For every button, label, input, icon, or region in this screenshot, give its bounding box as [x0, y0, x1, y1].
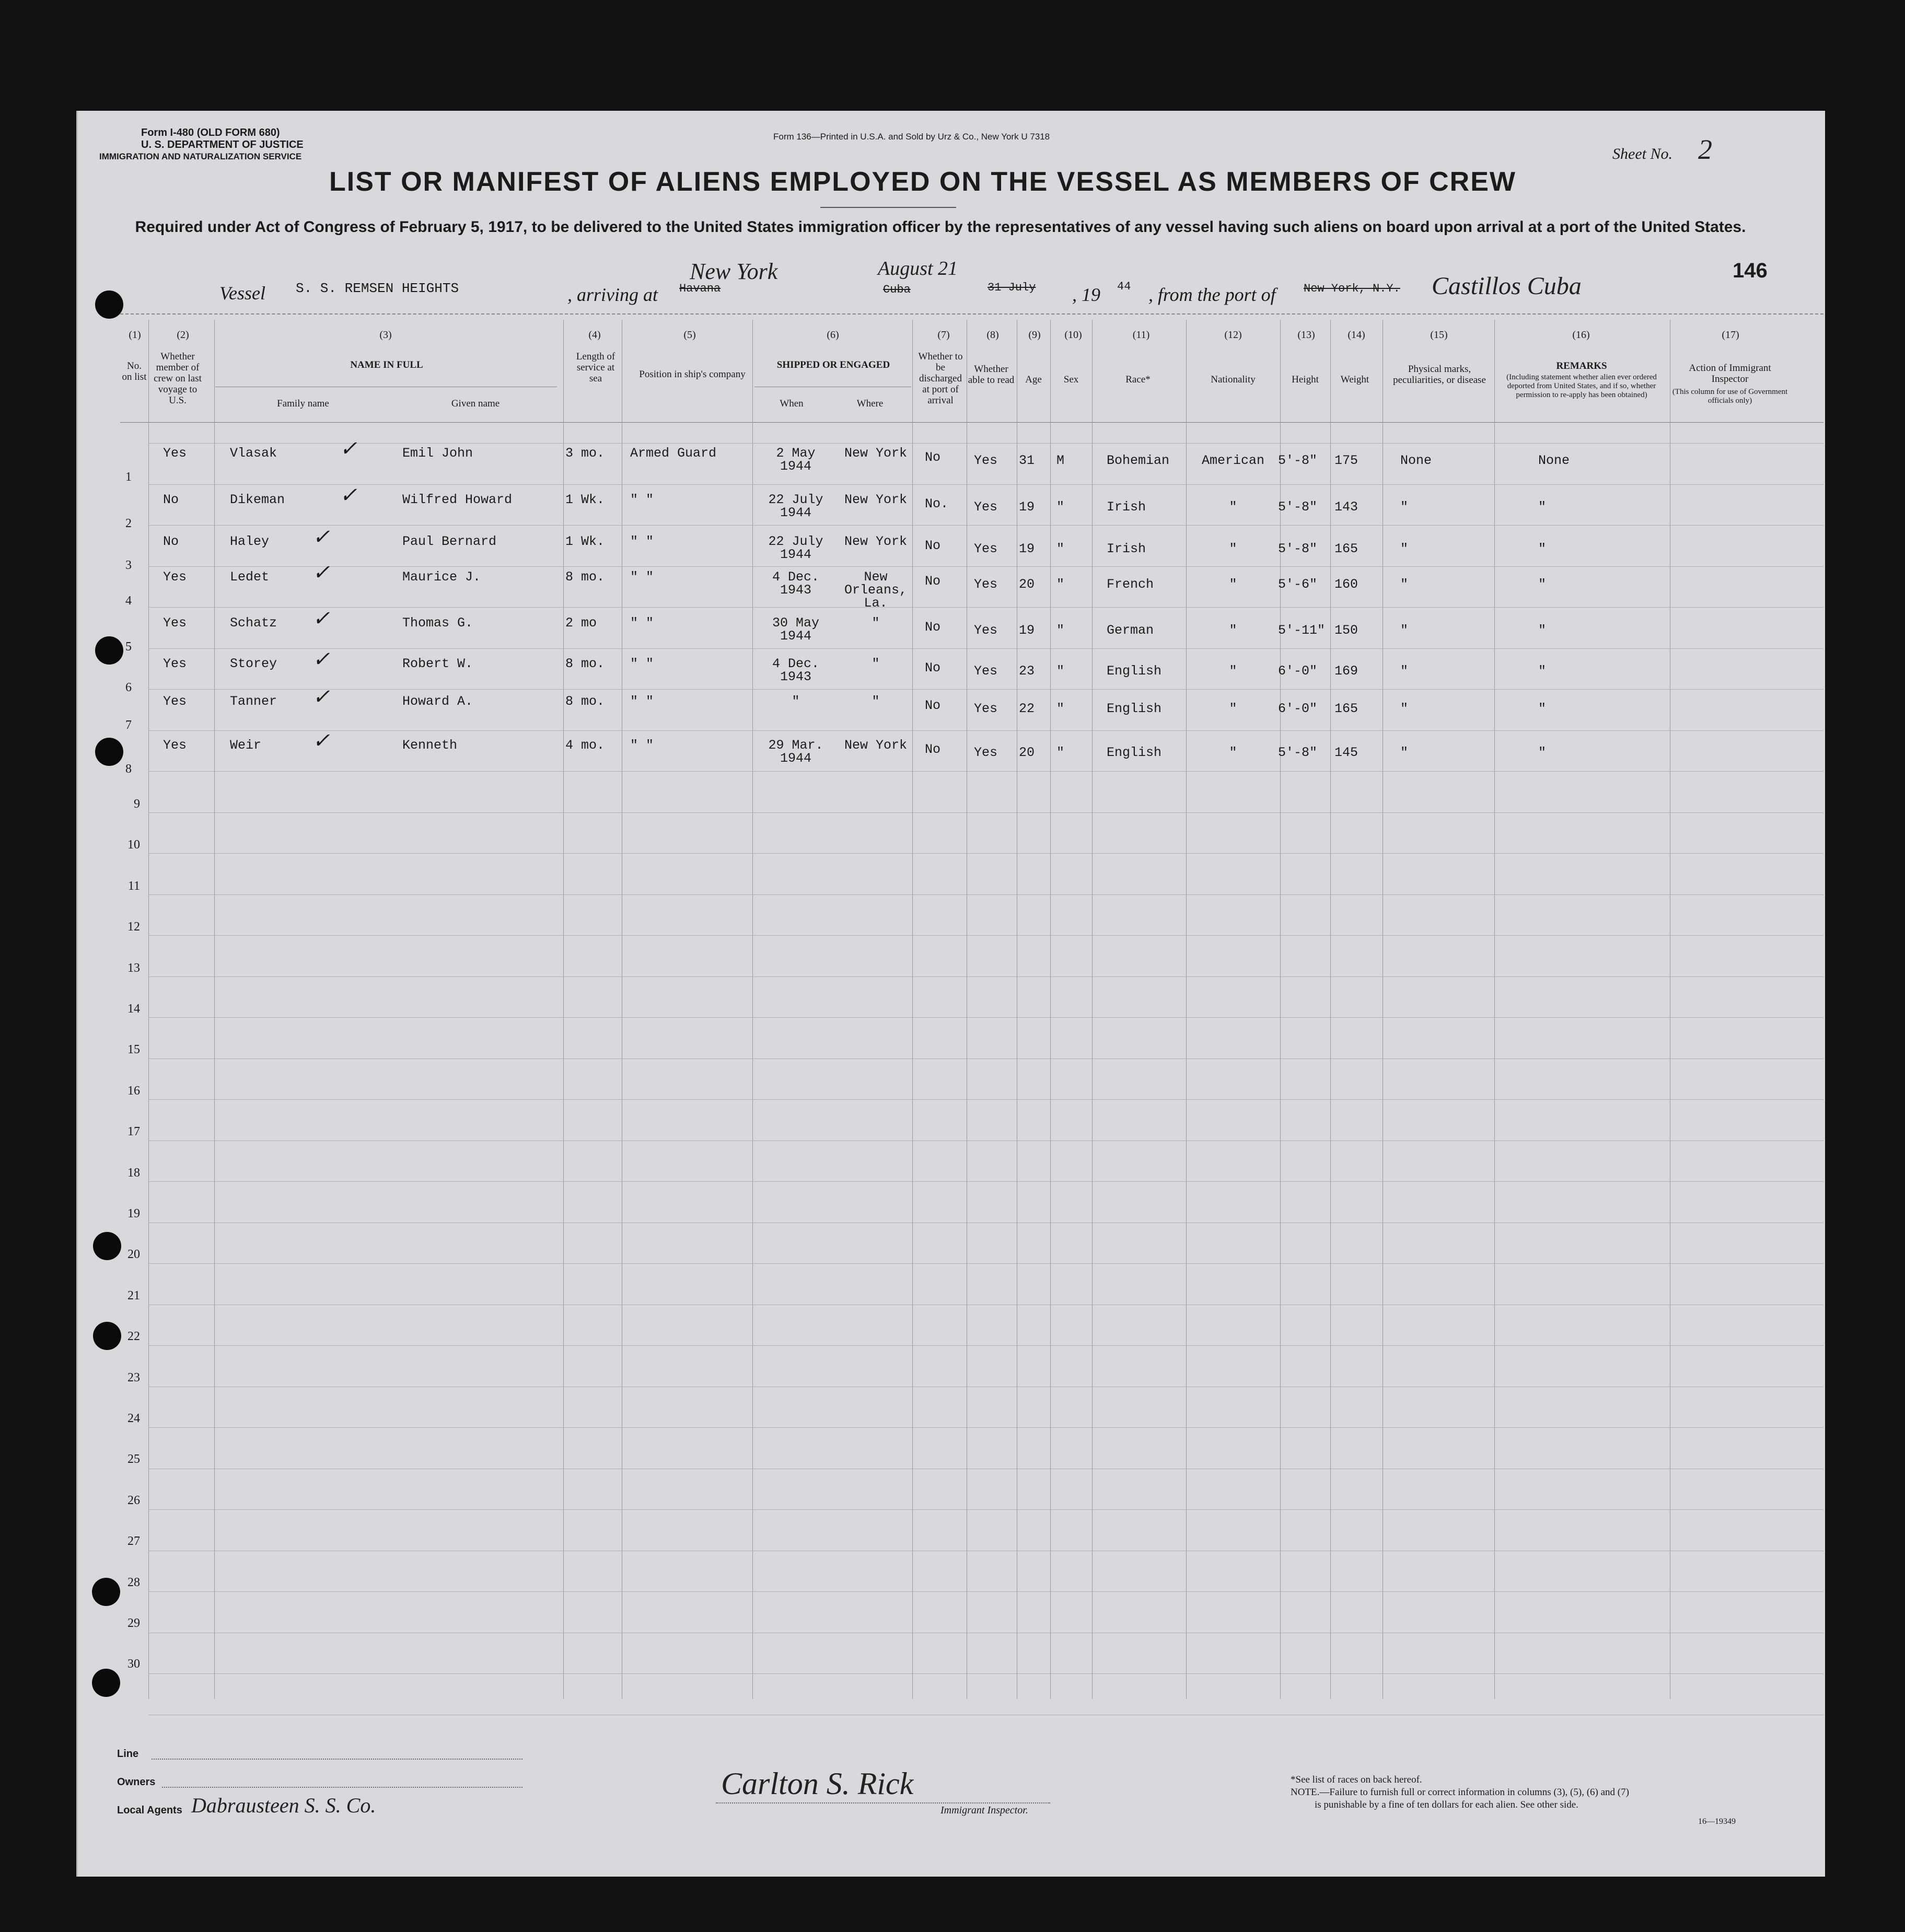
discharge-cell: No	[925, 620, 941, 635]
column-number: (9)	[1028, 329, 1041, 341]
given-name-cell: Emil John	[402, 446, 473, 461]
shipped-when-cell: 29 Mar. 1944	[768, 738, 823, 766]
title-rule	[820, 207, 956, 208]
height-cell: 6'-0"	[1278, 701, 1318, 716]
age-cell: 20	[1019, 745, 1035, 760]
position-cell: " "	[630, 615, 654, 631]
height-cell: 5'-8"	[1278, 745, 1318, 760]
col-remarks: REMARKS	[1556, 360, 1607, 371]
col-name-in-full: NAME IN FULL	[350, 359, 423, 370]
shipped-where-cell: "	[872, 615, 880, 631]
col-weight: Weight	[1340, 374, 1369, 385]
service: IMMIGRATION AND NATURALIZATION SERVICE	[99, 152, 302, 161]
race-cell: Irish	[1107, 541, 1146, 556]
column-number: (3)	[379, 329, 392, 341]
family-name-cell: Haley	[230, 534, 270, 549]
note-races: *See list of races on back hereof.	[1291, 1774, 1422, 1785]
row-number: 16	[127, 1084, 140, 1098]
from-label: , from the port of	[1148, 284, 1276, 305]
grid-column-line	[912, 320, 913, 1699]
page-title: LIST OR MANIFEST OF ALIENS EMPLOYED ON THE VESSEL AS MEMBERS OF CREW	[329, 167, 1516, 197]
service-cell: 4 mo.	[565, 738, 605, 753]
age-cell: 19	[1019, 623, 1035, 638]
checkmark-icon: ✓	[312, 525, 330, 549]
row-number: 8	[125, 762, 132, 776]
family-name-cell: Dikeman	[230, 492, 285, 507]
given-name-cell: Thomas G.	[402, 615, 473, 631]
form-code: 16—19349	[1698, 1817, 1736, 1826]
grid-row-line	[148, 771, 1823, 772]
nationality-cell: "	[1229, 745, 1237, 760]
family-name-cell: Storey	[230, 656, 277, 671]
shipped-when-cell: 4 Dec. 1943	[772, 569, 819, 598]
position-cell: " "	[630, 694, 654, 709]
col-remarks-detail: (Including statement whether alien ever ordered deported from United States, and if so, whether permission to re-apply has been obtained)	[1506, 373, 1657, 399]
grid-column-line	[1280, 320, 1281, 1699]
col-no-on-list: No. on list	[122, 360, 147, 382]
prev-voyage-cell: Yes	[163, 656, 187, 671]
weight-cell: 143	[1334, 499, 1358, 515]
column-number: (14)	[1348, 329, 1365, 341]
punch-hole	[92, 1669, 120, 1697]
col-nationality: Nationality	[1211, 374, 1256, 385]
column-number: (17)	[1722, 329, 1739, 341]
grid-column-line	[1186, 320, 1187, 1699]
discharge-cell: No	[925, 660, 941, 676]
column-number: (7)	[937, 329, 950, 341]
physical-marks-cell: "	[1400, 745, 1409, 760]
grid-column-line	[752, 320, 753, 1699]
grid-row-line	[148, 1181, 1823, 1182]
age-cell: 19	[1019, 499, 1035, 515]
race-cell: French	[1107, 577, 1154, 592]
remarks-cell: "	[1538, 541, 1547, 556]
punch-hole	[95, 738, 123, 766]
position-cell: " "	[630, 492, 654, 507]
row-number: 15	[127, 1043, 140, 1056]
weight-cell: 165	[1334, 541, 1358, 556]
age-cell: 20	[1019, 577, 1035, 592]
race-cell: English	[1107, 664, 1162, 679]
row-number: 28	[127, 1576, 140, 1589]
checkmark-icon: ✓	[312, 729, 330, 752]
row-number: 3	[125, 558, 132, 572]
sex-cell: "	[1056, 623, 1065, 638]
col-when: When	[780, 398, 804, 409]
given-name-cell: Robert W.	[402, 656, 473, 671]
grid-row-line	[148, 525, 1823, 526]
row-number: 14	[127, 1002, 140, 1016]
shipped-where-cell: New York	[844, 492, 908, 507]
grid-row-line	[148, 443, 1823, 444]
given-name-cell: Howard A.	[402, 694, 473, 709]
col-where: Where	[856, 398, 884, 409]
col-height: Height	[1292, 374, 1319, 385]
row-number: 13	[127, 961, 140, 975]
row-number: 25	[127, 1452, 140, 1466]
given-name-cell: Paul Bernard	[402, 534, 497, 549]
row-number: 27	[127, 1534, 140, 1548]
prev-voyage-cell: Yes	[163, 694, 187, 709]
row-number: 19	[127, 1207, 140, 1220]
punch-hole	[95, 636, 123, 665]
column-number: (6)	[827, 329, 839, 341]
date-struck-1: Cuba	[883, 283, 911, 296]
remarks-cell: None	[1538, 453, 1570, 468]
row-number: 10	[127, 838, 140, 852]
punch-hole	[95, 290, 123, 319]
row-number: 5	[125, 640, 132, 654]
owners-field	[162, 1787, 522, 1788]
col-action-inspector: Action of Immigrant Inspector	[1689, 363, 1771, 385]
row-number: 20	[127, 1248, 140, 1261]
grid-row-line	[148, 853, 1823, 854]
shipped-when-cell: 22 July 1944	[768, 492, 823, 520]
grid-row-line	[148, 1263, 1823, 1264]
from-handwritten: Castillos Cuba	[1432, 272, 1582, 300]
row-number: 18	[127, 1166, 140, 1180]
local-agents-label: Local Agents	[117, 1805, 182, 1816]
given-name-cell: Kenneth	[402, 738, 458, 753]
grid-row-line	[148, 1099, 1823, 1100]
able-to-read-cell: Yes	[974, 453, 998, 468]
vessel-label: Vessel	[219, 283, 265, 304]
sheet-number: 2	[1698, 134, 1712, 165]
grid-column-line	[563, 320, 564, 1699]
sex-cell: M	[1056, 453, 1065, 468]
remarks-cell: "	[1538, 745, 1547, 760]
discharge-cell: No	[925, 698, 941, 713]
race-cell: English	[1107, 701, 1162, 716]
subtitle: Required under Act of Congress of February 5, 1917, to be delivered to the United States immigration officer by the representatives of any vessel having such aliens on board upon arrival at a port of the United States.	[135, 218, 1746, 236]
row-number: 30	[127, 1657, 140, 1671]
department: U. S. DEPARTMENT OF JUSTICE	[141, 139, 304, 150]
service-cell: 8 mo.	[565, 656, 605, 671]
grid-row-line	[148, 607, 1823, 608]
shipped-when-cell: "	[792, 694, 800, 709]
column-number: (2)	[177, 329, 189, 341]
row-number: 4	[125, 594, 132, 608]
grid-row-line	[148, 1509, 1823, 1510]
checkmark-icon: ✓	[340, 437, 357, 460]
remarks-cell: "	[1538, 623, 1547, 638]
able-to-read-cell: Yes	[974, 499, 998, 515]
service-cell: 8 mo.	[565, 694, 605, 709]
arriving-handwritten: New York	[690, 259, 778, 284]
form-id: Form I-480 (OLD FORM 680)	[141, 127, 280, 138]
col-family-name: Family name	[277, 398, 329, 409]
height-cell: 5'-6"	[1278, 577, 1318, 592]
weight-cell: 150	[1334, 623, 1358, 638]
year-prefix: , 19	[1072, 284, 1100, 305]
shipped-when-cell: 2 May 1944	[776, 446, 816, 474]
physical-marks-cell: "	[1400, 623, 1409, 638]
height-cell: 5'-11"	[1278, 623, 1326, 638]
row-number: 12	[127, 920, 140, 934]
row-number: 6	[125, 681, 132, 694]
grid-row-line	[148, 566, 1823, 567]
row-number: 1	[125, 470, 132, 484]
row-number: 26	[127, 1494, 140, 1507]
checkmark-icon: ✓	[312, 607, 330, 630]
row-number: 9	[134, 797, 140, 811]
shipped-where-cell: New York	[844, 534, 908, 549]
vessel-name: S. S. REMSEN HEIGHTS	[296, 281, 459, 296]
nationality-cell: "	[1229, 701, 1237, 716]
column-number: (13)	[1297, 329, 1315, 341]
owners-label: Owners	[117, 1776, 156, 1788]
header-bottom-rule	[120, 422, 1823, 423]
sex-cell: "	[1056, 664, 1065, 679]
col-length-service: Length of service at sea	[576, 351, 615, 384]
grid-column-line	[1050, 320, 1051, 1699]
sheet-label: Sheet No.	[1612, 145, 1672, 162]
able-to-read-cell: Yes	[974, 745, 998, 760]
age-cell: 19	[1019, 541, 1035, 556]
age-cell: 23	[1019, 664, 1035, 679]
grid-row-line	[148, 1673, 1823, 1674]
nationality-cell: "	[1229, 664, 1237, 679]
physical-marks-cell: None	[1400, 453, 1432, 468]
physical-marks-cell: "	[1400, 541, 1409, 556]
prev-voyage-cell: No	[163, 534, 179, 549]
col-given-name: Given name	[451, 398, 500, 409]
checkmark-icon: ✓	[312, 561, 330, 584]
weight-cell: 165	[1334, 701, 1358, 716]
grid-column-line	[1494, 320, 1495, 1699]
sex-cell: "	[1056, 499, 1065, 515]
shipped-where-cell: New Orleans, La.	[844, 569, 908, 611]
col-able-to-read: Whether able to read	[968, 364, 1015, 386]
nationality-cell: "	[1229, 499, 1237, 515]
signature-line	[716, 1802, 1050, 1803]
grid-column-line	[1092, 320, 1093, 1699]
grid-row-line	[148, 730, 1823, 731]
discharge-cell: No	[925, 742, 941, 757]
column-number: (8)	[986, 329, 999, 341]
checkmark-icon: ✓	[312, 647, 330, 671]
height-cell: 5'-8"	[1278, 453, 1318, 468]
given-name-cell: Wilfred Howard	[402, 492, 513, 507]
col-age: Age	[1025, 374, 1042, 385]
grid-row-line	[148, 484, 1823, 485]
checkmark-icon: ✓	[340, 483, 357, 507]
shipped-where-cell: "	[872, 656, 880, 671]
weight-cell: 160	[1334, 577, 1358, 592]
position-cell: Armed Guard	[630, 446, 717, 461]
col-discharged: Whether to be discharged at port of arrival	[918, 351, 963, 406]
discharge-cell: No	[925, 574, 941, 589]
grid-column-line	[214, 320, 215, 1699]
col-position: Position in ship's company	[639, 369, 746, 380]
inspector-signature: Carlton S. Rick	[721, 1766, 914, 1801]
grid-column-line	[148, 320, 149, 1699]
service-cell: 1 Wk.	[565, 492, 605, 507]
remarks-cell: "	[1538, 701, 1547, 716]
grid-row-line	[148, 976, 1823, 977]
sex-cell: "	[1056, 541, 1065, 556]
prev-voyage-cell: Yes	[163, 446, 187, 461]
grid-row-line	[148, 1058, 1823, 1059]
position-cell: " "	[630, 534, 654, 549]
weight-cell: 175	[1334, 453, 1358, 468]
family-name-cell: Ledet	[230, 569, 270, 585]
prev-voyage-cell: Yes	[163, 615, 187, 631]
family-name-cell: Vlasak	[230, 446, 277, 461]
column-number: (12)	[1224, 329, 1242, 341]
grid-row-line	[148, 1427, 1823, 1428]
grid-row-line	[148, 1345, 1823, 1346]
physical-marks-cell: "	[1400, 577, 1409, 592]
sex-cell: "	[1056, 701, 1065, 716]
able-to-read-cell: Yes	[974, 623, 998, 638]
nationality-cell: "	[1229, 541, 1237, 556]
discharge-cell: No	[925, 538, 941, 553]
arriving-struck: Havana	[679, 282, 721, 295]
height-cell: 5'-8"	[1278, 499, 1318, 515]
grid-row-line	[148, 812, 1823, 813]
year-suffix: 44	[1117, 280, 1131, 293]
nationality-cell: "	[1229, 623, 1237, 638]
header-rule	[120, 313, 1823, 316]
col-action-detail: (This column for use of Government officials only)	[1672, 388, 1788, 405]
race-cell: Irish	[1107, 499, 1146, 515]
grid-row-line	[148, 1017, 1823, 1018]
from-struck: New York, N.Y.	[1304, 282, 1400, 295]
able-to-read-cell: Yes	[974, 577, 998, 592]
race-cell: Bohemian	[1107, 453, 1170, 468]
row-number: 2	[125, 517, 132, 530]
discharge-cell: No.	[925, 496, 949, 511]
row-number: 11	[127, 879, 140, 893]
shipped-when-cell: 4 Dec. 1943	[772, 656, 819, 684]
col-prev-voyage: Whether member of crew on last voyage to U.S.	[154, 351, 202, 406]
shipped-where-cell: New York	[844, 738, 908, 753]
arriving-label: , arriving at	[567, 284, 658, 305]
remarks-cell: "	[1538, 664, 1547, 679]
height-cell: 6'-0"	[1278, 664, 1318, 679]
race-cell: English	[1107, 745, 1162, 760]
family-name-cell: Schatz	[230, 615, 277, 631]
row-number: 7	[125, 718, 132, 732]
prev-voyage-cell: No	[163, 492, 179, 507]
prev-voyage-cell: Yes	[163, 738, 187, 753]
grid-row-line	[148, 1591, 1823, 1592]
remarks-cell: "	[1538, 577, 1547, 592]
row-number: 24	[127, 1412, 140, 1425]
column-number: (11)	[1132, 329, 1150, 341]
col-shipped: SHIPPED OR ENGAGED	[776, 359, 890, 370]
sex-cell: "	[1056, 577, 1065, 592]
given-name-cell: Maurice J.	[402, 569, 481, 585]
column-number: (16)	[1572, 329, 1590, 341]
page-number: 146	[1733, 259, 1768, 282]
note-fine-1: NOTE.—Failure to furnish full or correct information in columns (3), (5), (6) and (7)	[1291, 1787, 1629, 1798]
height-cell: 5'-8"	[1278, 541, 1318, 556]
nationality-cell: American	[1201, 453, 1265, 468]
age-cell: 22	[1019, 701, 1035, 716]
shipped-where-cell: "	[872, 694, 880, 709]
family-name-cell: Tanner	[230, 694, 277, 709]
grid-row-line	[148, 935, 1823, 936]
grid-row-line	[148, 648, 1823, 649]
shipped-where-cell: New York	[844, 446, 908, 461]
shipped-when-cell: 30 May 1944	[772, 615, 819, 644]
family-name-cell: Weir	[230, 738, 262, 753]
column-number: (4)	[588, 329, 601, 341]
col-race: Race*	[1125, 374, 1151, 385]
column-number: (1)	[129, 329, 141, 341]
printer-line: Form 136—Printed in U.S.A. and Sold by Urz & Co., New York U 7318	[773, 132, 1050, 142]
service-cell: 2 mo	[565, 615, 597, 631]
able-to-read-cell: Yes	[974, 701, 998, 716]
shipped-when-cell: 22 July 1944	[768, 534, 823, 562]
note-fine-2: is punishable by a fine of ten dollars for each alien. See other side.	[1315, 1799, 1578, 1810]
able-to-read-cell: Yes	[974, 541, 998, 556]
prev-voyage-cell: Yes	[163, 569, 187, 585]
row-number: 21	[127, 1289, 140, 1302]
physical-marks-cell: "	[1400, 701, 1409, 716]
col-sex: Sex	[1063, 374, 1079, 385]
position-cell: " "	[630, 738, 654, 753]
service-cell: 8 mo.	[565, 569, 605, 585]
service-cell: 1 Wk.	[565, 534, 605, 549]
remarks-cell: "	[1538, 499, 1547, 515]
grid-row-line	[148, 689, 1823, 690]
row-number: 17	[127, 1125, 140, 1138]
service-cell: 3 mo.	[565, 446, 605, 461]
grid-row-line	[148, 894, 1823, 895]
column-number: (15)	[1430, 329, 1448, 341]
able-to-read-cell: Yes	[974, 664, 998, 679]
position-cell: " "	[630, 656, 654, 671]
nationality-cell: "	[1229, 577, 1237, 592]
position-cell: " "	[630, 569, 654, 585]
inspector-label: Immigrant Inspector.	[940, 1805, 1028, 1816]
line-field	[152, 1759, 522, 1760]
age-cell: 31	[1019, 453, 1035, 468]
sex-cell: "	[1056, 745, 1065, 760]
col-physical-marks: Physical marks, peculiarities, or disease	[1393, 364, 1486, 386]
discharge-cell: No	[925, 450, 941, 465]
column-number: (5)	[683, 329, 696, 341]
physical-marks-cell: "	[1400, 499, 1409, 515]
row-number: 23	[127, 1371, 140, 1384]
row-number: 29	[127, 1616, 140, 1630]
date-struck-2: 31 July	[988, 281, 1036, 294]
race-cell: German	[1107, 623, 1154, 638]
local-agents-handwritten: Dabrausteen S. S. Co.	[191, 1794, 376, 1817]
row-number: 22	[127, 1330, 140, 1343]
weight-cell: 145	[1334, 745, 1358, 760]
checkmark-icon: ✓	[312, 685, 330, 708]
date-handwritten: August 21	[878, 258, 958, 280]
physical-marks-cell: "	[1400, 664, 1409, 679]
grid-row-line	[148, 1140, 1823, 1141]
weight-cell: 169	[1334, 664, 1358, 679]
grid-column-line	[1330, 320, 1331, 1699]
column-number: (10)	[1064, 329, 1082, 341]
line-label: Line	[117, 1748, 139, 1760]
